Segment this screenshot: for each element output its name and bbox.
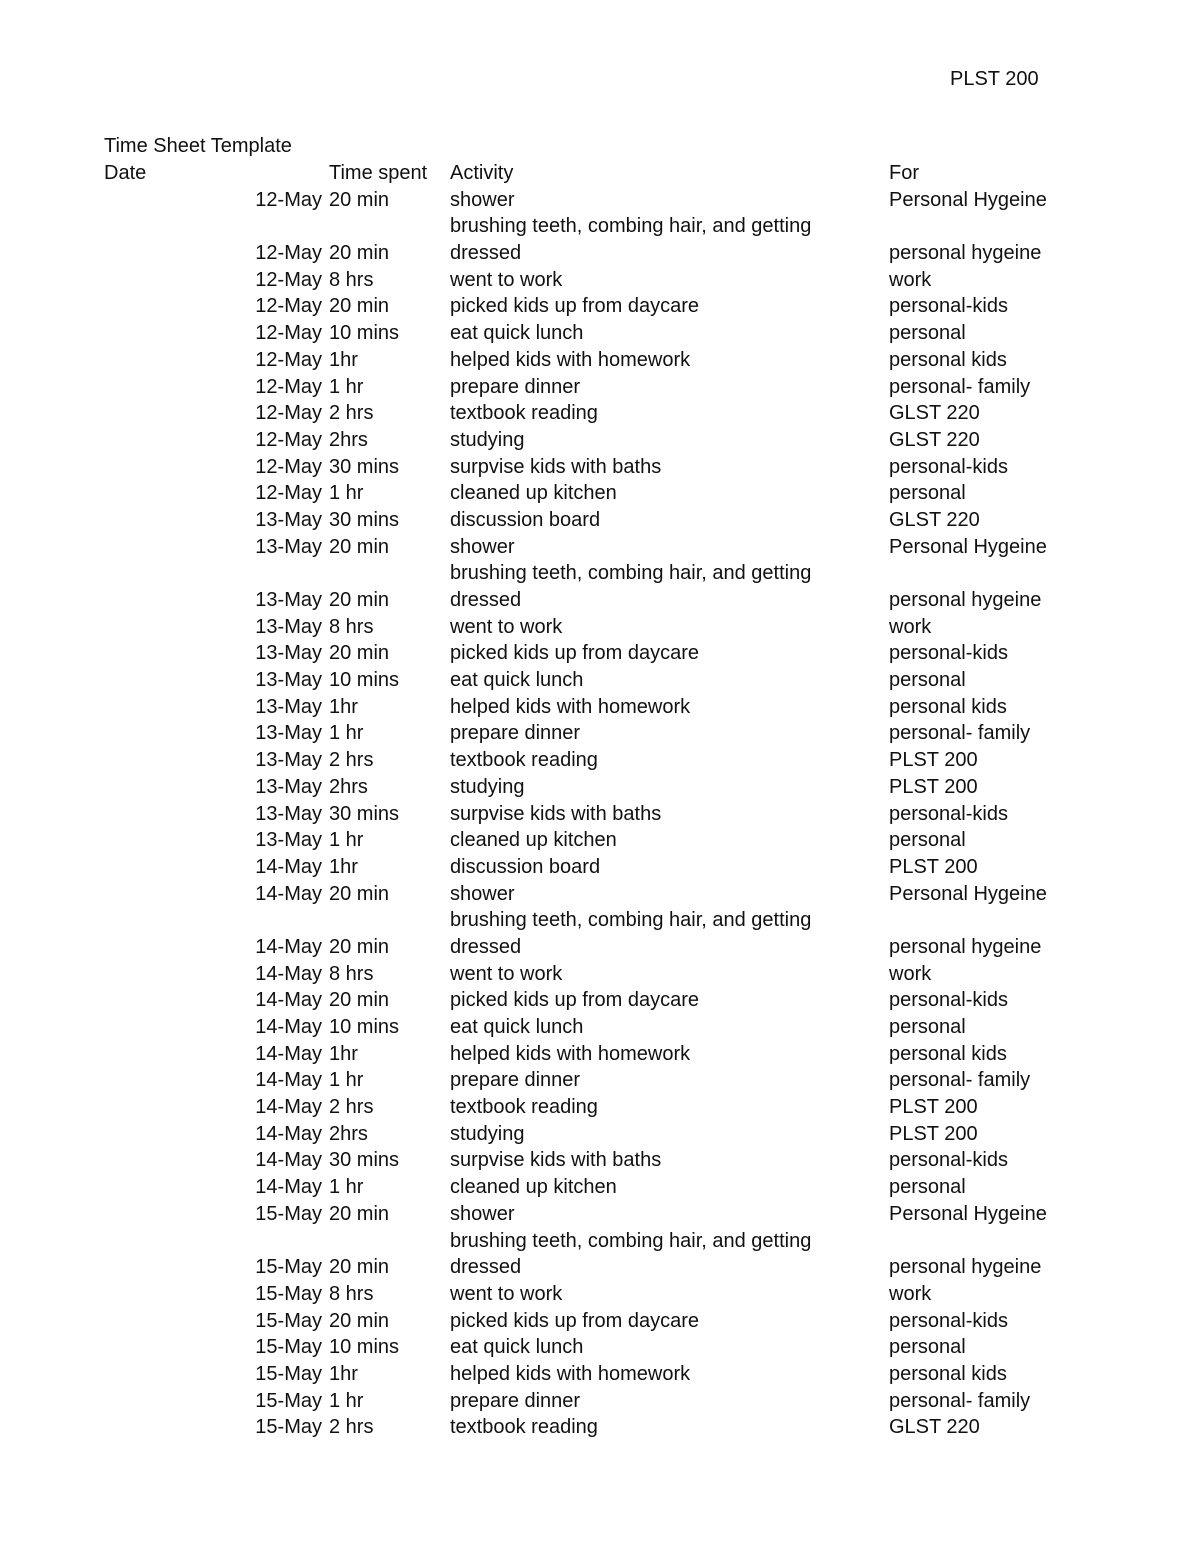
- row-activity: went to work: [450, 962, 563, 985]
- row-for: personal: [889, 1336, 966, 1359]
- row-for: work: [889, 962, 932, 985]
- row-time-spent: 1 hr: [329, 375, 364, 398]
- row-activity: eat quick lunch: [450, 1016, 584, 1039]
- row-time-spent: 8 hrs: [329, 1282, 374, 1305]
- table-row: [0, 640, 1200, 667]
- row-time-spent: 1 hr: [329, 1069, 364, 1092]
- row-activity: picked kids up from daycare: [450, 1309, 700, 1332]
- row-for: GLST 220: [889, 428, 980, 451]
- row-time-spent: 20 min: [329, 989, 390, 1012]
- course-header: PLST 200: [950, 68, 1039, 90]
- row-date: 13-May: [255, 615, 322, 638]
- row-activity: prepare dinner: [450, 722, 581, 745]
- table-row: [0, 1147, 1200, 1174]
- row-date: 14-May: [255, 989, 322, 1012]
- row-activity: brushing teeth, combing hair, and getting dressed: [450, 215, 812, 265]
- row-for: personal-kids: [889, 802, 1008, 825]
- table-row: [0, 1388, 1200, 1415]
- row-date: 13-May: [255, 829, 322, 852]
- header-row: [0, 160, 1200, 187]
- row-date: 13-May: [255, 642, 322, 665]
- row-time-spent: 1 hr: [329, 482, 364, 505]
- table-row: [0, 320, 1200, 347]
- row-date: 12-May: [255, 482, 322, 505]
- row-activity: helped kids with homework: [450, 348, 691, 371]
- row-time-spent: 20 min: [329, 242, 390, 265]
- row-date: 13-May: [255, 802, 322, 825]
- table-row: [0, 293, 1200, 320]
- for-column-header: For: [889, 162, 919, 184]
- row-date: 14-May: [255, 1042, 322, 1065]
- row-time-spent: 20 min: [329, 589, 390, 612]
- row-date: 13-May: [255, 669, 322, 692]
- row-for: GLST 220: [889, 508, 980, 531]
- row-activity: shower: [450, 535, 515, 558]
- row-for: PLST 200: [889, 749, 978, 772]
- table-row: [0, 961, 1200, 988]
- table-row: [0, 827, 1200, 854]
- row-activity: surpvise kids with baths: [450, 455, 662, 478]
- row-date: 14-May: [255, 1096, 322, 1119]
- row-date: 15-May: [255, 1282, 322, 1305]
- table-row: [0, 1281, 1200, 1308]
- row-date: 14-May: [255, 1069, 322, 1092]
- row-for: personal- family: [889, 722, 1031, 745]
- row-activity: textbook reading: [450, 749, 598, 772]
- row-date: 13-May: [255, 535, 322, 558]
- row-activity: prepare dinner: [450, 1069, 581, 1092]
- row-date: 15-May: [255, 1202, 322, 1225]
- time-column-header: Time spent: [329, 162, 428, 184]
- row-date: 13-May: [255, 589, 322, 612]
- row-time-spent: 30 mins: [329, 508, 400, 531]
- row-activity: textbook reading: [450, 1416, 598, 1439]
- row-for: personal hygeine: [889, 589, 1042, 612]
- row-activity: brushing teeth, combing hair, and getting dressed: [450, 562, 812, 612]
- table-row: [0, 720, 1200, 747]
- row-for: personal hygeine: [889, 935, 1042, 958]
- row-date: 12-May: [255, 322, 322, 345]
- row-time-spent: 1 hr: [329, 722, 364, 745]
- row-for: Personal Hygeine: [889, 535, 1047, 558]
- table-row: [0, 187, 1200, 214]
- row-time-spent: 10 mins: [329, 669, 400, 692]
- row-activity: shower: [450, 188, 515, 211]
- row-for: personal-kids: [889, 1149, 1008, 1172]
- row-for: PLST 200: [889, 775, 978, 798]
- row-activity: eat quick lunch: [450, 669, 584, 692]
- row-time-spent: 20 min: [329, 1202, 390, 1225]
- table-row: [0, 1228, 1200, 1281]
- table-row: [0, 1067, 1200, 1094]
- row-activity: brushing teeth, combing hair, and getting dressed: [450, 1229, 812, 1279]
- row-activity: textbook reading: [450, 1096, 598, 1119]
- table-row: [0, 1014, 1200, 1041]
- row-for: personal: [889, 669, 966, 692]
- table-row: [0, 801, 1200, 828]
- table-row: [0, 694, 1200, 721]
- table-row: [0, 267, 1200, 294]
- row-date: 14-May: [255, 1122, 322, 1145]
- row-date: 13-May: [255, 749, 322, 772]
- row-time-spent: 2 hrs: [329, 1096, 374, 1119]
- row-for: Personal Hygeine: [889, 882, 1047, 905]
- row-date: 12-May: [255, 348, 322, 371]
- row-date: 13-May: [255, 508, 322, 531]
- row-date: 12-May: [255, 188, 322, 211]
- row-date: 12-May: [255, 295, 322, 318]
- row-time-spent: 10 mins: [329, 322, 400, 345]
- date-column-header: Date: [104, 162, 147, 184]
- row-date: 14-May: [255, 1149, 322, 1172]
- table-row: [0, 747, 1200, 774]
- row-for: personal-kids: [889, 295, 1008, 318]
- table-row: [0, 507, 1200, 534]
- time-sheet-table: [0, 160, 1200, 1441]
- table-row: [0, 1334, 1200, 1361]
- row-time-spent: 2 hrs: [329, 1416, 374, 1439]
- row-time-spent: 30 mins: [329, 455, 400, 478]
- row-time-spent: 20 min: [329, 642, 390, 665]
- row-time-spent: 30 mins: [329, 1149, 400, 1172]
- row-activity: studying: [450, 428, 525, 451]
- table-row: [0, 400, 1200, 427]
- row-time-spent: 2hrs: [329, 1122, 368, 1145]
- activity-column-header: Activity: [450, 162, 514, 184]
- row-activity: surpvise kids with baths: [450, 802, 662, 825]
- row-activity: discussion board: [450, 508, 601, 531]
- table-row: [0, 774, 1200, 801]
- table-row: [0, 1201, 1200, 1228]
- table-row: [0, 1174, 1200, 1201]
- row-activity: eat quick lunch: [450, 1336, 584, 1359]
- row-for: personal kids: [889, 348, 1007, 371]
- row-date: 14-May: [255, 882, 322, 905]
- table-row: [0, 480, 1200, 507]
- row-activity: prepare dinner: [450, 1389, 581, 1412]
- table-row: [0, 1308, 1200, 1335]
- row-date: 12-May: [255, 268, 322, 291]
- table-body: [0, 187, 1200, 1441]
- table-row: [0, 881, 1200, 908]
- row-for: personal: [889, 1176, 966, 1199]
- row-time-spent: 20 min: [329, 535, 390, 558]
- row-for: personal- family: [889, 1389, 1031, 1412]
- row-for: personal kids: [889, 695, 1007, 718]
- row-date: 14-May: [255, 1016, 322, 1039]
- row-date: 12-May: [255, 375, 322, 398]
- table-row: [0, 1414, 1200, 1441]
- row-activity: went to work: [450, 615, 563, 638]
- row-date: 13-May: [255, 722, 322, 745]
- row-date: 12-May: [255, 402, 322, 425]
- row-for: personal kids: [889, 1363, 1007, 1385]
- row-time-spent: 1hr: [329, 695, 358, 718]
- table-row: [0, 987, 1200, 1014]
- row-time-spent: 10 mins: [329, 1016, 400, 1039]
- table-row: [0, 907, 1200, 960]
- row-activity: textbook reading: [450, 402, 598, 425]
- row-activity: surpvise kids with baths: [450, 1149, 662, 1172]
- row-time-spent: 1hr: [329, 1042, 358, 1065]
- row-activity: went to work: [450, 268, 563, 291]
- table-row: [0, 560, 1200, 613]
- table-row: [0, 1361, 1200, 1388]
- row-time-spent: 1 hr: [329, 1389, 364, 1412]
- row-activity: helped kids with homework: [450, 695, 691, 718]
- row-time-spent: 8 hrs: [329, 615, 374, 638]
- row-for: personal- family: [889, 1069, 1031, 1092]
- row-time-spent: 8 hrs: [329, 962, 374, 985]
- row-for: PLST 200: [889, 1122, 978, 1145]
- row-time-spent: 1hr: [329, 855, 358, 878]
- row-date: 15-May: [255, 1389, 322, 1412]
- row-for: GLST 220: [889, 1416, 980, 1439]
- row-time-spent: 20 min: [329, 1256, 390, 1279]
- row-for: Personal Hygeine: [889, 1202, 1047, 1225]
- table-row: [0, 854, 1200, 881]
- row-time-spent: 1 hr: [329, 829, 364, 852]
- row-time-spent: 10 mins: [329, 1336, 400, 1359]
- row-for: personal-kids: [889, 642, 1008, 665]
- table-row: [0, 454, 1200, 481]
- row-for: GLST 220: [889, 402, 980, 425]
- row-time-spent: 1 hr: [329, 1176, 364, 1199]
- row-for: work: [889, 1282, 932, 1305]
- row-activity: studying: [450, 1122, 525, 1145]
- table-row: [0, 614, 1200, 641]
- row-for: work: [889, 268, 932, 291]
- table-row: [0, 1121, 1200, 1148]
- row-activity: picked kids up from daycare: [450, 989, 700, 1012]
- row-time-spent: 1hr: [329, 348, 358, 371]
- sheet-title: Time Sheet Template: [104, 135, 292, 157]
- table-row: [0, 1041, 1200, 1068]
- table-row: [0, 374, 1200, 401]
- row-for: personal-kids: [889, 989, 1008, 1012]
- row-activity: helped kids with homework: [450, 1363, 691, 1385]
- row-activity: brushing teeth, combing hair, and getting dressed: [450, 909, 812, 958]
- row-date: 14-May: [255, 855, 322, 878]
- row-for: PLST 200: [889, 855, 978, 878]
- row-for: personal-kids: [889, 1309, 1008, 1332]
- row-for: PLST 200: [889, 1096, 978, 1119]
- row-for: personal: [889, 322, 966, 345]
- row-for: personal kids: [889, 1042, 1007, 1065]
- row-activity: helped kids with homework: [450, 1042, 691, 1065]
- table-row: [0, 534, 1200, 561]
- row-activity: went to work: [450, 1282, 563, 1305]
- row-for: personal hygeine: [889, 1256, 1042, 1279]
- row-date: 15-May: [255, 1256, 322, 1279]
- table-row: [0, 427, 1200, 454]
- row-date: 15-May: [255, 1309, 322, 1332]
- row-time-spent: 20 min: [329, 188, 390, 211]
- row-for: personal: [889, 1016, 966, 1039]
- row-date: 12-May: [255, 242, 322, 265]
- row-time-spent: 20 min: [329, 295, 390, 318]
- row-date: 12-May: [255, 428, 322, 451]
- row-activity: shower: [450, 1202, 515, 1225]
- row-activity: shower: [450, 882, 515, 905]
- row-activity: studying: [450, 775, 525, 798]
- row-time-spent: 1hr: [329, 1363, 358, 1385]
- row-time-spent: 2hrs: [329, 775, 368, 798]
- row-time-spent: 2hrs: [329, 428, 368, 451]
- row-for: personal- family: [889, 375, 1031, 398]
- row-activity: picked kids up from daycare: [450, 642, 700, 665]
- row-date: 15-May: [255, 1416, 322, 1439]
- table-row: [0, 667, 1200, 694]
- row-time-spent: 2 hrs: [329, 749, 374, 772]
- table-row: [0, 1094, 1200, 1121]
- row-activity: cleaned up kitchen: [450, 1176, 617, 1199]
- row-date: 14-May: [255, 1176, 322, 1199]
- row-date: 15-May: [255, 1336, 322, 1359]
- row-time-spent: 20 min: [329, 935, 390, 958]
- row-for: work: [889, 615, 932, 638]
- row-activity: cleaned up kitchen: [450, 482, 617, 505]
- row-for: personal: [889, 482, 966, 505]
- row-activity: cleaned up kitchen: [450, 829, 617, 852]
- row-time-spent: 30 mins: [329, 802, 400, 825]
- row-date: 13-May: [255, 775, 322, 798]
- row-activity: discussion board: [450, 855, 601, 878]
- row-activity: eat quick lunch: [450, 322, 584, 345]
- row-date: 12-May: [255, 455, 322, 478]
- row-date: 14-May: [255, 935, 322, 958]
- table-row: [0, 213, 1200, 266]
- row-for: personal: [889, 829, 966, 852]
- row-for: Personal Hygeine: [889, 188, 1047, 211]
- row-time-spent: 2 hrs: [329, 402, 374, 425]
- row-time-spent: 20 min: [329, 882, 390, 905]
- row-time-spent: 20 min: [329, 1309, 390, 1332]
- row-date: 15-May: [255, 1363, 322, 1385]
- row-time-spent: 8 hrs: [329, 268, 374, 291]
- row-date: 14-May: [255, 962, 322, 985]
- row-for: personal hygeine: [889, 242, 1042, 265]
- row-activity: picked kids up from daycare: [450, 295, 700, 318]
- table-row: [0, 347, 1200, 374]
- row-for: personal-kids: [889, 455, 1008, 478]
- row-activity: prepare dinner: [450, 375, 581, 398]
- row-date: 13-May: [255, 695, 322, 718]
